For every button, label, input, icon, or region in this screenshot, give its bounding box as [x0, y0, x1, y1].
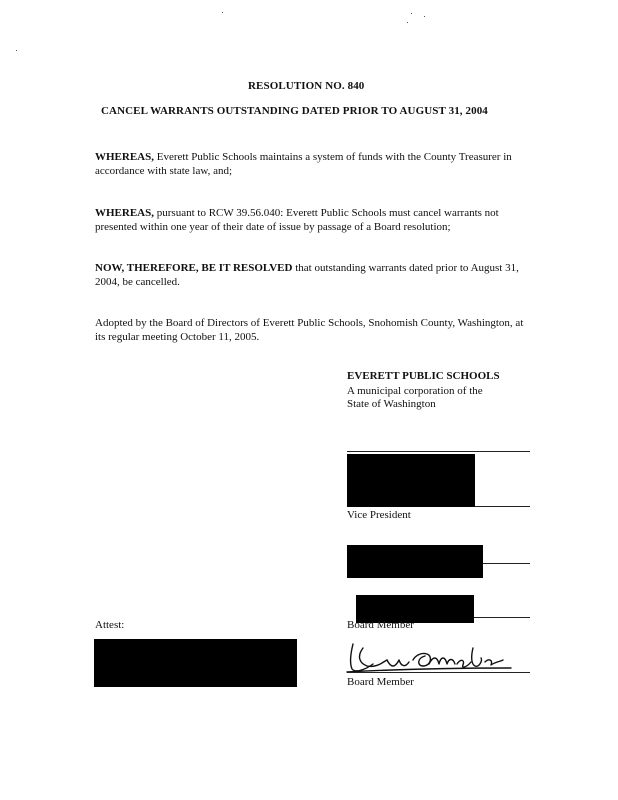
whereas-paragraph-1 — [95, 150, 535, 178]
signature-line-3 — [474, 617, 530, 618]
resolved-text: that outstanding warrants dated prior to August 31, 2004, be cancelled. — [95, 262, 519, 288]
redacted-signature-2 — [347, 545, 483, 578]
org-name: EVERETT PUBLIC SCHOOLS — [347, 370, 500, 382]
redacted-signature-1 — [347, 454, 475, 507]
org-line-1: A municipal corporation of the — [347, 385, 483, 397]
role-board-member-1: Board Member — [347, 619, 414, 631]
adopted-paragraph — [95, 316, 535, 344]
role-board-member-2: Board Member — [347, 676, 414, 688]
role-vice-president: Vice President — [347, 509, 411, 521]
whereas-text: pursuant to RCW 39.56.040: Everett Public Schools must cancel warrants not presented within one year of their date of issue by passage of a Board resolution; — [95, 207, 499, 233]
scan-speck — [407, 22, 408, 23]
adopted-text: Adopted by the Board of Directors of Everett Public Schools, Snohomish County, Washington, at its regular meeting October 11, 2005. — [95, 317, 524, 343]
resolution-number: RESOLUTION NO. 840 — [248, 80, 365, 92]
scan-speck — [411, 13, 412, 14]
signature-line-1 — [347, 451, 530, 452]
handwritten-signature — [343, 638, 518, 676]
org-line-2: State of Washington — [347, 398, 436, 410]
whereas-lead: WHEREAS, — [95, 151, 154, 163]
redacted-attest-signature — [94, 639, 297, 687]
resolution-subject: CANCEL WARRANTS OUTSTANDING DATED PRIOR TO AUGUST 31, 2004 — [101, 105, 488, 117]
scan-speck — [222, 12, 223, 13]
scan-speck — [16, 50, 17, 51]
whereas-lead: WHEREAS, — [95, 207, 154, 219]
signature-line-4 — [347, 672, 530, 673]
whereas-paragraph-2 — [95, 206, 535, 234]
resolved-paragraph — [95, 261, 535, 289]
signature-line-2 — [483, 563, 530, 564]
attest-label: Attest: — [95, 619, 125, 631]
scan-speck — [424, 16, 425, 17]
whereas-text: Everett Public Schools maintains a system of funds with the County Treasurer in accordance with state law, and; — [95, 151, 512, 177]
signature-line-1-base — [475, 506, 530, 507]
resolved-lead: NOW, THEREFORE, BE IT RESOLVED — [95, 262, 293, 274]
